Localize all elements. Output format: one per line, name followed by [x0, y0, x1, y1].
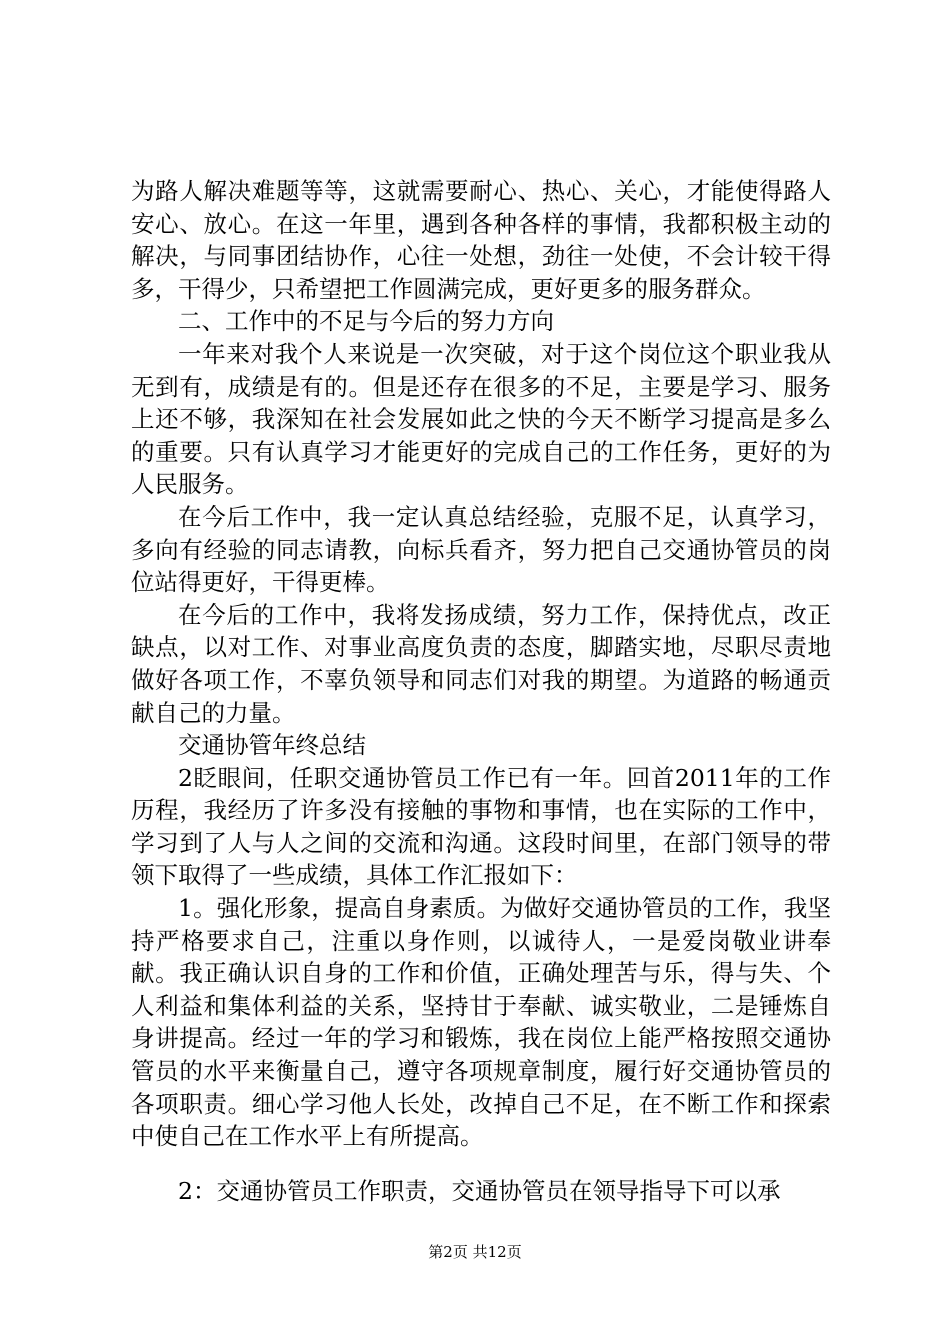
section-heading-shortcomings: 二、工作中的不足与今后的努力方向	[178, 307, 554, 336]
paragraph-point-1: 1。强化形象，提高自身素质。为做好交通协管员的工作，我坚持严格要求自己，注重以身作则，以诚待人，一是爱岗敬业讲奉献。我正确认识自身的工作和价值，正确处理苦与乐，得与失、个人利益和集体利益的关系，坚持甘于奉献、诚实敬业，二是锤炼自身讲提高。经过一年的学习和锻炼，我在岗位上能严格按照交通协管员的水平来衡量自己，遵守各项规章制度，履行好交通协管员的各项职责。细心学习他人长处，改掉自己不足，在不断工作和探索中使自己在工作水平上有所提高。	[131, 894, 831, 1151]
document-subtitle: 交通协管年终总结	[178, 731, 366, 760]
document-body	[131, 175, 831, 1207]
paragraph-commitment: 在今后的工作中，我将发扬成绩，努力工作，保持优点，改正缺点，以对工作、对事业高度负责的态度，脚踏实地，尽职尽责地做好各项工作，不辜负领导和同志们对我的期望。为道路的畅通贡献自己的力量。	[131, 600, 831, 727]
paragraph-point-2: 2：交通协管员工作职责，交通协管员在领导指导下可以承	[178, 1176, 781, 1205]
paragraph-intro-2011: 2眨眼间，任职交通协管员工作已有一年。回首2011年的工作历程，我经历了许多没有接触的事物和事情，也在实际的工作中，学习到了人与人之间的交流和沟通。这段时间里，在部门领导的带领下取得了一些成绩，具体工作汇报如下：	[131, 763, 831, 890]
paragraph-continuation: 为路人解决难题等等，这就需要耐心、热心、关心，才能使得路人安心、放心。在这一年里，遇到各种各样的事情，我都积极主动的解决，与同事团结协作，心往一处想，劲往一处使，不会计较干得多，干得少，只希望把工作圆满完成，更好更多的服务群众。	[131, 177, 831, 303]
paragraph-shortcomings: 一年来对我个人来说是一次突破，对于这个岗位这个职业我从无到有，成绩是有的。但是还存在很多的不足，主要是学习、服务上还不够，我深知在社会发展如此之快的今天不断学习提高是多么的重要。只有认真学习才能更好的完成自己的工作任务，更好的为人民服务。	[131, 339, 831, 499]
paragraph-future-work: 在今后工作中，我一定认真总结经验，克服不足，认真学习，多向有经验的同志请教，向标兵看齐，努力把自己交通协管员的岗位站得更好，干得更棒。	[131, 502, 831, 597]
page-number-footer: 第2页 共12页	[428, 1243, 522, 1261]
